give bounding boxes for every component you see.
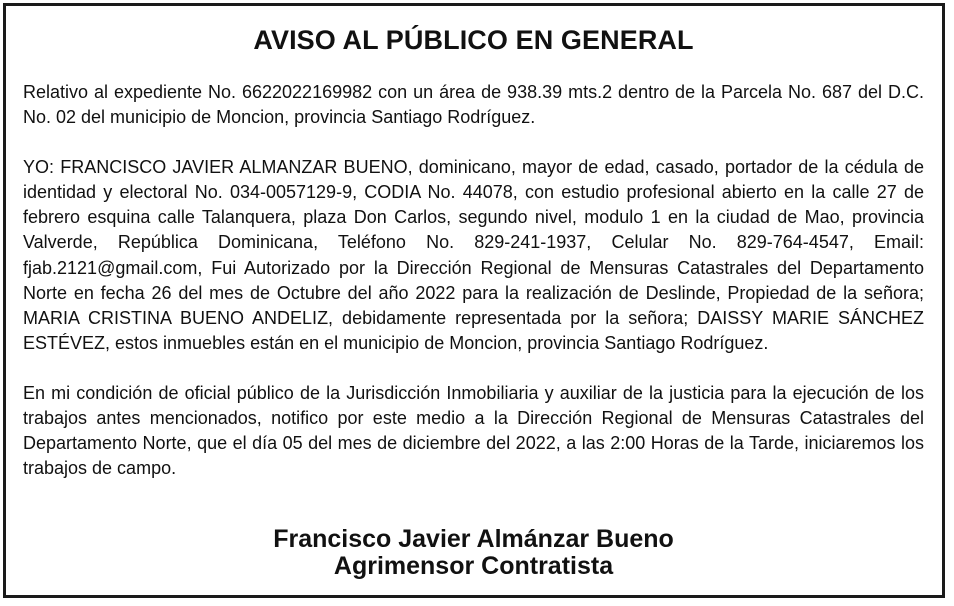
notice-title: AVISO AL PÚBLICO EN GENERAL	[253, 25, 694, 55]
signature-block	[23, 526, 924, 580]
notice-content	[23, 6, 924, 595]
paragraph-surveyor-declaration: YO: FRANCISCO JAVIER ALMANZAR BUENO, dominicano, mayor de edad, casado, portador de la cédula de identidad y electoral No. 034-0057129-9, CODIA No. 44078, con estudio profesional abierto en la calle 27 de febrero esquina calle Talanquera, plaza Don Carlos, segundo nivel, modulo 1 en la ciudad de Mao, provincia Valverde, República Dominicana, Teléfono No. 829-241-1937, Celular No. 829-764-4547, Email: fjab.2121@gmail.com, Fui Autorizado por la Dirección Regional de Mensuras Catastrales del Departamento Norte en fecha 26 del mes de Octubre del año 2022 para la realización de Deslinde, Propiedad de la señora; MARIA CRISTINA BUENO ANDELIZ, debidamente representada por la señora; DAISSY MARIE SÁNCHEZ ESTÉVEZ, estos inmuebles están en el municipio de Moncion, provincia Santiago Rodríguez.	[23, 157, 924, 353]
signature-name: Francisco Javier Almánzar Bueno	[273, 525, 674, 553]
paragraph-case-reference: Relativo al expediente No. 6622022169982 con un área de 938.39 mts.2 dentro de la Parcela No. 687 del D.C. No. 02 del municipio de Moncion, provincia Santiago Rodríguez.	[23, 82, 924, 128]
paragraph-field-work-notification: En mi condición de oficial público de la Jurisdicción Inmobiliaria y auxiliar de la justicia para la ejecución de los trabajos antes mencionados, notifico por este medio a la Dirección Regional de Mensuras Catastrales del Departamento Norte, que el día 05 del mes de diciembre del 2022, a las 2:00 Horas de la Tarde, iniciaremos los trabajos de campo.	[23, 382, 924, 479]
notice-frame	[3, 3, 945, 598]
signature-role: Agrimensor Contratista	[333, 552, 614, 580]
notice-body	[23, 80, 924, 506]
